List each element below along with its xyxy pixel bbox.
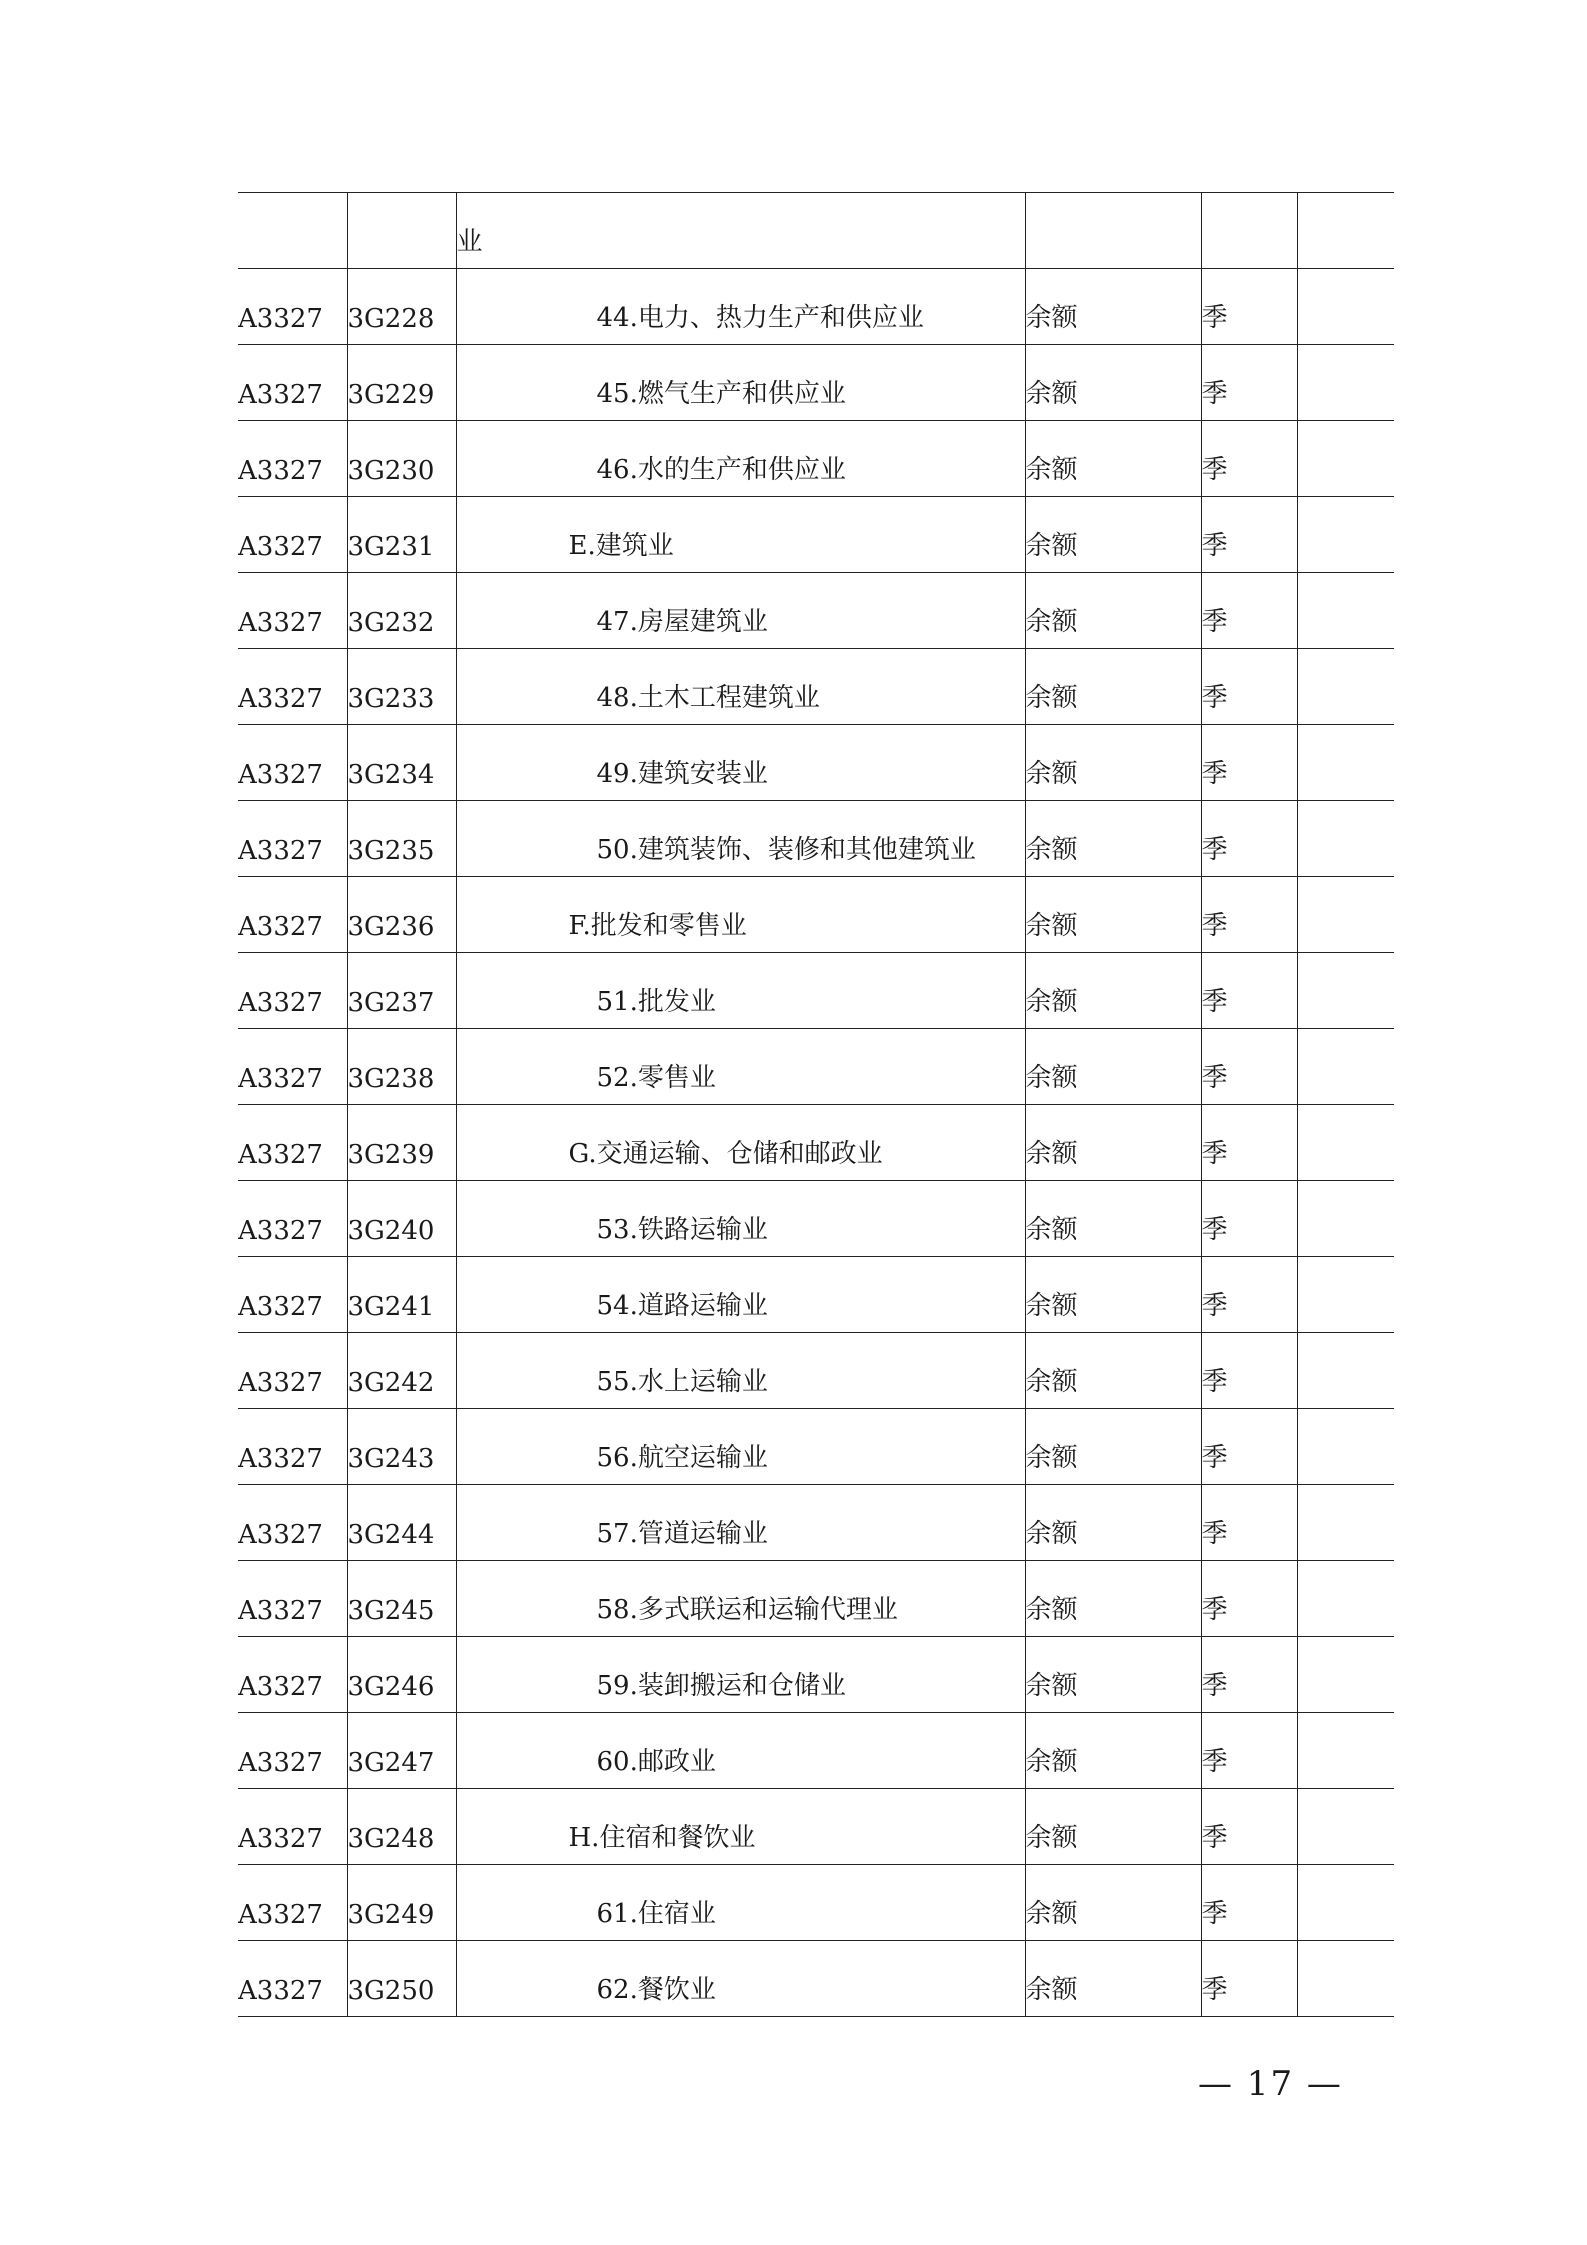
cell-code1: A3327 <box>238 725 347 801</box>
table-row <box>238 1713 1394 1789</box>
cell-code2: 3G236 <box>347 877 456 953</box>
cell-name: G.交通运输、仓储和邮政业 <box>456 1105 1025 1181</box>
cell-extra <box>1297 1713 1394 1789</box>
cell-code1: A3327 <box>238 1485 347 1561</box>
cell-name: 45.燃气生产和供应业 <box>456 345 1025 421</box>
cell-type: 余额 <box>1025 1561 1201 1637</box>
cell-extra <box>1297 1105 1394 1181</box>
table-row-continuation <box>238 193 1394 269</box>
cell-type: 余额 <box>1025 1637 1201 1713</box>
cell-code2: 3G250 <box>347 1941 456 2017</box>
cell-frequency: 季 <box>1201 269 1297 345</box>
cell-name: 56.航空运输业 <box>456 1409 1025 1485</box>
cell-type: 余额 <box>1025 1257 1201 1333</box>
table-row <box>238 801 1394 877</box>
cell-code1: A3327 <box>238 1941 347 2017</box>
cell-code1: A3327 <box>238 269 347 345</box>
cell-type: 余额 <box>1025 1485 1201 1561</box>
cell-name: 44.电力、热力生产和供应业 <box>456 269 1025 345</box>
table-row <box>238 1029 1394 1105</box>
cell-code1: A3327 <box>238 1409 347 1485</box>
cell-code2: 3G245 <box>347 1561 456 1637</box>
cell-extra <box>1297 1029 1394 1105</box>
cell-code2: 3G230 <box>347 421 456 497</box>
cell-code2: 3G235 <box>347 801 456 877</box>
cell-code2: 3G234 <box>347 725 456 801</box>
cell-code1: A3327 <box>238 1865 347 1941</box>
cell-extra <box>1297 801 1394 877</box>
cell-code1 <box>238 193 347 269</box>
cell-frequency: 季 <box>1201 801 1297 877</box>
table-row <box>238 1485 1394 1561</box>
cell-name: 50.建筑装饰、装修和其他建筑业 <box>456 801 1025 877</box>
cell-code1: A3327 <box>238 953 347 1029</box>
cell-code1: A3327 <box>238 573 347 649</box>
cell-code2: 3G237 <box>347 953 456 1029</box>
cell-extra <box>1297 1789 1394 1865</box>
cell-code1: A3327 <box>238 649 347 725</box>
cell-code2: 3G233 <box>347 649 456 725</box>
cell-extra <box>1297 649 1394 725</box>
cell-code2: 3G246 <box>347 1637 456 1713</box>
cell-extra <box>1297 1865 1394 1941</box>
cell-name: 51.批发业 <box>456 953 1025 1029</box>
cell-type: 余额 <box>1025 573 1201 649</box>
table-row <box>238 1561 1394 1637</box>
cell-frequency: 季 <box>1201 877 1297 953</box>
cell-code2: 3G231 <box>347 497 456 573</box>
cell-extra <box>1297 1409 1394 1485</box>
cell-code2: 3G242 <box>347 1333 456 1409</box>
cell-frequency: 季 <box>1201 1181 1297 1257</box>
cell-code1: A3327 <box>238 1181 347 1257</box>
table-row <box>238 421 1394 497</box>
table-row <box>238 269 1394 345</box>
cell-extra <box>1297 725 1394 801</box>
cell-code1: A3327 <box>238 801 347 877</box>
cell-code1: A3327 <box>238 1789 347 1865</box>
table-row <box>238 1409 1394 1485</box>
cell-name: E.建筑业 <box>456 497 1025 573</box>
cell-name: 60.邮政业 <box>456 1713 1025 1789</box>
cell-extra <box>1297 1257 1394 1333</box>
cell-frequency: 季 <box>1201 725 1297 801</box>
cell-code1: A3327 <box>238 1105 347 1181</box>
cell-frequency: 季 <box>1201 1789 1297 1865</box>
cell-type: 余额 <box>1025 1713 1201 1789</box>
cell-extra <box>1297 193 1394 269</box>
cell-code2: 3G241 <box>347 1257 456 1333</box>
cell-frequency: 季 <box>1201 573 1297 649</box>
cell-code2: 3G239 <box>347 1105 456 1181</box>
cell-type: 余额 <box>1025 269 1201 345</box>
cell-frequency: 季 <box>1201 1485 1297 1561</box>
cell-name: 55.水上运输业 <box>456 1333 1025 1409</box>
cell-type: 余额 <box>1025 497 1201 573</box>
table-row <box>238 725 1394 801</box>
cell-frequency: 季 <box>1201 1713 1297 1789</box>
cell-code2: 3G244 <box>347 1485 456 1561</box>
cell-name: 61.住宿业 <box>456 1865 1025 1941</box>
table-body <box>238 193 1394 2017</box>
cell-type: 余额 <box>1025 1789 1201 1865</box>
cell-type: 余额 <box>1025 801 1201 877</box>
cell-type: 余额 <box>1025 725 1201 801</box>
cell-code2: 3G248 <box>347 1789 456 1865</box>
cell-code2: 3G249 <box>347 1865 456 1941</box>
cell-type: 余额 <box>1025 877 1201 953</box>
cell-code2: 3G228 <box>347 269 456 345</box>
table-row <box>238 877 1394 953</box>
cell-name: 57.管道运输业 <box>456 1485 1025 1561</box>
cell-frequency: 季 <box>1201 1333 1297 1409</box>
cell-code1: A3327 <box>238 421 347 497</box>
cell-name: F.批发和零售业 <box>456 877 1025 953</box>
cell-code2: 3G238 <box>347 1029 456 1105</box>
cell-name: 47.房屋建筑业 <box>456 573 1025 649</box>
cell-name: 业 <box>456 193 1025 269</box>
cell-extra <box>1297 573 1394 649</box>
page-number: — 17 — <box>1198 2064 1343 2104</box>
cell-name: 54.道路运输业 <box>456 1257 1025 1333</box>
cell-name: 48.土木工程建筑业 <box>456 649 1025 725</box>
cell-type: 余额 <box>1025 345 1201 421</box>
cell-extra <box>1297 953 1394 1029</box>
table-row <box>238 1105 1394 1181</box>
cell-code1: A3327 <box>238 1561 347 1637</box>
cell-type: 余额 <box>1025 953 1201 1029</box>
cell-code1: A3327 <box>238 1029 347 1105</box>
cell-type: 余额 <box>1025 1333 1201 1409</box>
table-row <box>238 497 1394 573</box>
cell-type: 余额 <box>1025 1105 1201 1181</box>
cell-code2: 3G243 <box>347 1409 456 1485</box>
cell-code1: A3327 <box>238 877 347 953</box>
table-row <box>238 1181 1394 1257</box>
table-row <box>238 1865 1394 1941</box>
cell-frequency: 季 <box>1201 649 1297 725</box>
cell-name: 62.餐饮业 <box>456 1941 1025 2017</box>
table-row <box>238 573 1394 649</box>
cell-extra <box>1297 497 1394 573</box>
cell-name: H.住宿和餐饮业 <box>456 1789 1025 1865</box>
cell-code1: A3327 <box>238 1257 347 1333</box>
cell-code1: A3327 <box>238 1637 347 1713</box>
table-row <box>238 1941 1394 2017</box>
table-row <box>238 649 1394 725</box>
cell-type: 余额 <box>1025 1029 1201 1105</box>
cell-type: 余额 <box>1025 1181 1201 1257</box>
cell-code2: 3G247 <box>347 1713 456 1789</box>
cell-name: 46.水的生产和供应业 <box>456 421 1025 497</box>
cell-extra <box>1297 421 1394 497</box>
cell-extra <box>1297 1941 1394 2017</box>
cell-name: 58.多式联运和运输代理业 <box>456 1561 1025 1637</box>
cell-code2: 3G229 <box>347 345 456 421</box>
cell-frequency: 季 <box>1201 1257 1297 1333</box>
cell-extra <box>1297 1333 1394 1409</box>
cell-frequency: 季 <box>1201 345 1297 421</box>
indicator-table <box>238 192 1394 2017</box>
cell-name: 53.铁路运输业 <box>456 1181 1025 1257</box>
cell-extra <box>1297 877 1394 953</box>
cell-name: 49.建筑安装业 <box>456 725 1025 801</box>
table-row <box>238 345 1394 421</box>
table-row <box>238 953 1394 1029</box>
cell-type: 余额 <box>1025 1941 1201 2017</box>
cell-name: 59.装卸搬运和仓储业 <box>456 1637 1025 1713</box>
cell-extra <box>1297 345 1394 421</box>
cell-type: 余额 <box>1025 1409 1201 1485</box>
cell-frequency: 季 <box>1201 1409 1297 1485</box>
cell-code1: A3327 <box>238 1713 347 1789</box>
cell-extra <box>1297 269 1394 345</box>
cell-extra <box>1297 1485 1394 1561</box>
cell-code2 <box>347 193 456 269</box>
cell-frequency: 季 <box>1201 1865 1297 1941</box>
cell-code1: A3327 <box>238 1333 347 1409</box>
table-row <box>238 1637 1394 1713</box>
cell-frequency: 季 <box>1201 1941 1297 2017</box>
cell-extra <box>1297 1561 1394 1637</box>
cell-code2: 3G240 <box>347 1181 456 1257</box>
table-row <box>238 1789 1394 1865</box>
cell-frequency: 季 <box>1201 1561 1297 1637</box>
table-row <box>238 1257 1394 1333</box>
cell-code1: A3327 <box>238 497 347 573</box>
table-row <box>238 1333 1394 1409</box>
cell-frequency: 季 <box>1201 421 1297 497</box>
cell-type: 余额 <box>1025 1865 1201 1941</box>
cell-extra <box>1297 1181 1394 1257</box>
cell-extra <box>1297 1637 1394 1713</box>
cell-type: 余额 <box>1025 649 1201 725</box>
cell-frequency: 季 <box>1201 1105 1297 1181</box>
cell-frequency: 季 <box>1201 497 1297 573</box>
cell-frequency: 季 <box>1201 953 1297 1029</box>
cell-code2: 3G232 <box>347 573 456 649</box>
cell-type <box>1025 193 1201 269</box>
cell-frequency: 季 <box>1201 1029 1297 1105</box>
cell-code1: A3327 <box>238 345 347 421</box>
cell-name: 52.零售业 <box>456 1029 1025 1105</box>
cell-frequency <box>1201 193 1297 269</box>
cell-frequency: 季 <box>1201 1637 1297 1713</box>
cell-type: 余额 <box>1025 421 1201 497</box>
